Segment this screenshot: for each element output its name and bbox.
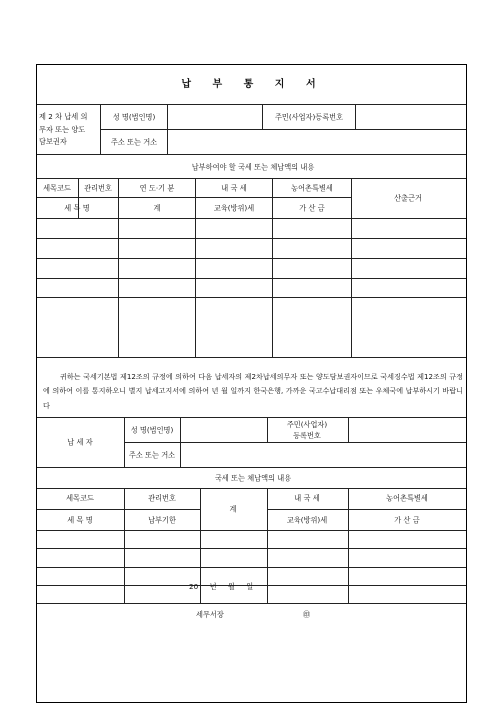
- line: [267, 509, 466, 510]
- line: [37, 258, 466, 259]
- taxpayer-address-label: 주소 또는 거소: [128, 450, 176, 460]
- s1-col-national-tax: 내 국 세: [221, 183, 247, 193]
- s2-col-tax-code: 세목코드: [66, 493, 94, 503]
- s1-col-tax-code: 세목코드: [43, 183, 71, 193]
- s1-col-total: 계: [153, 203, 161, 213]
- name-field[interactable]: [168, 105, 261, 128]
- line: [37, 467, 466, 468]
- s1-col-mgmt-no: 관리번호: [84, 183, 112, 193]
- s1-col-rural-tax: 농어촌특별세: [291, 183, 333, 193]
- line: [272, 178, 273, 357]
- s2-col-mgmt-no: 관리번호: [148, 493, 176, 503]
- line: [267, 488, 268, 603]
- notice-form: [36, 64, 467, 703]
- line: [118, 178, 119, 357]
- s1-col-surcharge: 가 산 금: [299, 203, 325, 213]
- line: [37, 154, 466, 155]
- line: [37, 509, 200, 510]
- s1-col-education-tax: 교육(방위)세: [213, 203, 255, 213]
- s2-col-total: 계: [229, 504, 237, 514]
- section2-heading: 국세 또는 체납액의 내용: [214, 473, 292, 483]
- taxpayer-name-field[interactable]: [181, 418, 266, 441]
- line: [195, 178, 196, 357]
- line: [37, 488, 466, 489]
- line: [262, 104, 263, 129]
- s2-col-national-tax: 내 국 세: [294, 493, 320, 503]
- s2-col-due-date: 납부기한: [148, 515, 176, 525]
- line: [37, 278, 466, 279]
- s2-col-education-tax: 교육(방위)세: [286, 515, 328, 525]
- s2-col-rural-tax: 농어촌특별세: [386, 493, 428, 503]
- s1-col-tax-name: 세 목 명: [64, 203, 90, 213]
- s2-col-surcharge: 가 산 금: [394, 515, 420, 525]
- line: [37, 357, 466, 358]
- line: [267, 417, 268, 442]
- seal-mark: ㊞: [303, 610, 311, 619]
- id-number-label: 주민(사업자)등록번호: [274, 112, 344, 122]
- line: [351, 178, 352, 357]
- taxpayer-id-label: 주민(사업자) 등록번호: [286, 420, 328, 440]
- line: [100, 104, 101, 154]
- line: [124, 488, 125, 603]
- line: [37, 603, 466, 604]
- line: [37, 297, 466, 298]
- date-line: 20 년 월 일: [189, 582, 254, 591]
- taxpayer-name-label: 성 명(법인명): [130, 425, 174, 435]
- name-label: 성 명(법인명): [112, 112, 156, 122]
- taxpayer-id-field[interactable]: [349, 418, 466, 441]
- line: [37, 530, 466, 531]
- line: [37, 178, 466, 179]
- address-label: 주소 또는 거소: [110, 137, 158, 147]
- tax-office-chief: 세무서장: [196, 610, 224, 619]
- taxpayer-address-field[interactable]: [181, 443, 466, 466]
- id-number-field[interactable]: [356, 105, 466, 128]
- section1-heading: 납부하여야 할 국세 또는 체납액의 내용: [191, 162, 315, 172]
- line: [37, 567, 466, 568]
- taxpayer-label: 납 세 자: [67, 437, 93, 447]
- line: [37, 548, 466, 549]
- line: [37, 238, 466, 239]
- form-title: 납 부 통 지 서: [181, 79, 325, 90]
- address-field[interactable]: [168, 130, 466, 153]
- line: [37, 218, 466, 219]
- line: [124, 417, 125, 467]
- s1-col-year-period: 연 도·기 분: [139, 183, 175, 193]
- s2-col-tax-name: 세 목 명: [67, 515, 93, 525]
- s1-col-basis: 산출근거: [394, 193, 422, 203]
- line: [37, 197, 351, 198]
- line: [348, 488, 349, 603]
- notice-paragraph: 귀하는 국세기본법 제12조의 규정에 의하여 다음 납세자의 제2차납세의무자 또는 양도담보권자이므로 국세징수법 제12조의 규정에 의하여 이를 통지하오니 별지 납세고지서에 의하여 년 월 일까지 한국은행, 가까운 국고수납대리점 또는 우체국에 납부하시기 바랍니다: [43, 372, 463, 410]
- payer-role-label: 제 2 차 납세 의 무자 또는 양도 담보권자: [39, 112, 88, 146]
